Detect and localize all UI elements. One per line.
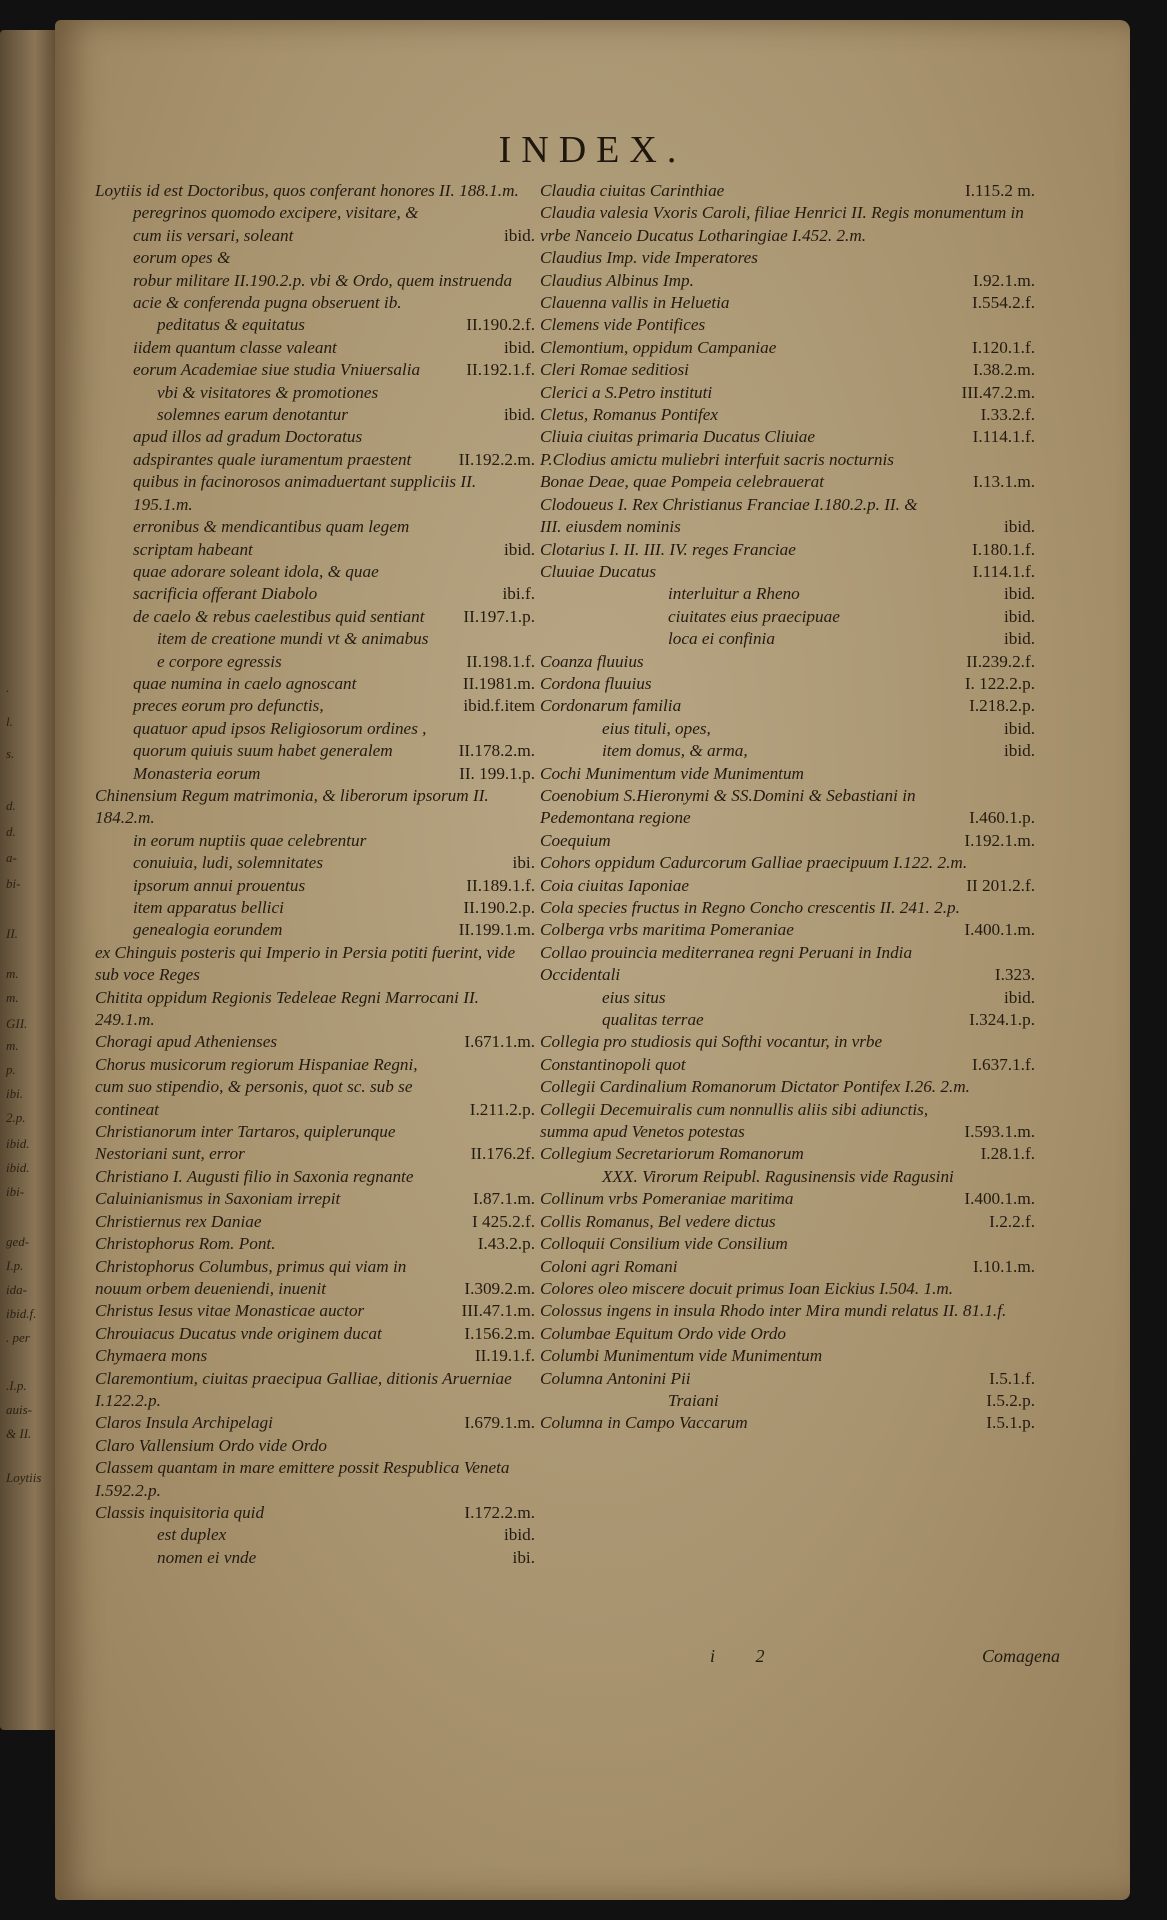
index-entry-reference: I.87.1.m.: [472, 1189, 535, 1209]
index-entry: [540, 1211, 1035, 1233]
index-entry: [540, 1323, 1035, 1345]
facing-page-fragment: a-: [6, 850, 17, 865]
index-entry-reference: I.180.1.f.: [971, 539, 1035, 559]
index-entry: [95, 180, 535, 202]
index-entry: [95, 830, 535, 875]
index-entry-reference: I.400.1.m.: [964, 920, 1035, 940]
index-entry-text: Columna Antonini Pii: [540, 1368, 691, 1388]
index-entry-reference: II.178.2.m.: [458, 741, 535, 761]
facing-page-edge: [0, 30, 58, 1730]
facing-page-fragment: bi-: [6, 876, 21, 891]
index-entry-reference: I.38.2.m.: [972, 360, 1035, 380]
index-entry-text: preces eorum pro defunctis,: [133, 696, 324, 716]
index-entry-reference: ibi.: [512, 1547, 535, 1567]
index-entry-text: peditatus & equitatus: [157, 315, 305, 335]
index-entry-text: robur militare II.190.2.p. vbi & Ordo, quem instruenda acie & conferenda pugna obseruent ib.: [133, 270, 513, 313]
index-entry: [540, 1368, 1035, 1390]
index-entry-text: Chinensium Regum matrimonia, & liberorum ipsorum II. 184.2.m.: [95, 785, 489, 828]
index-entry: [540, 651, 1035, 673]
index-entry: [95, 1300, 535, 1322]
index-entry-text: eorum opes &: [133, 248, 231, 268]
index-entry-text: Christiano I. Augusti filio in Saxonia regnante Caluinianismus in Saxoniam irrepit: [95, 1166, 414, 1209]
index-entry-text: interluitur a Rheno: [668, 584, 800, 604]
index-entry-text: Collegii Cardinalium Romanorum Dictator Pontifex I.26. 2.m.: [540, 1077, 970, 1097]
index-entry: [540, 1412, 1035, 1434]
index-entry-text: Monasteria eorum: [133, 763, 261, 783]
index-entry-reference: I. 122.2.p.: [964, 673, 1035, 693]
index-entry: [540, 1099, 1035, 1144]
index-entry-text: Colores oleo miscere docuit primus Ioan Eickius I.504. 1.m.: [540, 1278, 954, 1298]
index-entry: [95, 1233, 535, 1255]
index-entry-text: genealogia eorundem: [133, 920, 283, 940]
index-entry: [95, 718, 535, 763]
facing-page-fragment: m.: [6, 990, 19, 1005]
index-entry-text: Christophorus Columbus, primus qui viam in nouum orbem deueniendi, inuenit: [95, 1256, 407, 1298]
index-entry-text: Collao prouincia mediterranea regni Peruani in India Occidentali: [540, 942, 913, 985]
facing-page-fragment: & II.: [6, 1426, 32, 1441]
index-entry-text: Coanza fluuius: [540, 651, 644, 671]
facing-page-fragment: l.: [6, 714, 13, 729]
index-entry-reference: ibi.: [512, 853, 535, 873]
index-entry-text: eius tituli, opes,: [602, 718, 711, 738]
index-entry-text: Clauenna vallis in Heluetia: [540, 293, 730, 313]
index-entry: [540, 942, 1035, 987]
index-entry-text: Christiernus rex Daniae: [95, 1211, 262, 1231]
index-entry: [95, 516, 535, 561]
index-entry: [95, 247, 535, 269]
index-entry-reference: I.114.1.f.: [972, 561, 1035, 581]
index-entry-text: Cordonarum familia: [540, 696, 682, 716]
index-entry-reference: I.671.1.m.: [464, 1032, 535, 1052]
index-entry: [540, 494, 1035, 539]
index-entry-text: Choragi apud Athenienses: [95, 1032, 278, 1052]
index-entry-text: Christus Iesus vitae Monasticae auctor: [95, 1301, 365, 1321]
index-entry-reference: ibid.: [1003, 741, 1035, 761]
index-entry-text: quatuor apud ipsos Religiosorum ordines , quorum quiuis suum habet generalem: [133, 718, 427, 761]
index-entry: [95, 314, 535, 336]
index-entry: [540, 583, 1035, 605]
facing-page-fragment: d.: [6, 824, 16, 839]
index-entry: [95, 1166, 535, 1211]
index-entry-text: Loytiis id est Doctoribus, quos conferant honores II. 188.1.m.: [95, 181, 519, 200]
index-entry-text: Coequium: [540, 830, 611, 850]
index-entry: [95, 471, 535, 516]
index-entry: [95, 1054, 535, 1121]
index-entry: [540, 606, 1035, 628]
index-entry: [540, 1300, 1035, 1322]
index-entry: [540, 718, 1035, 740]
index-entry: [95, 1457, 535, 1502]
index-entry: [95, 1323, 535, 1345]
index-entry: [540, 763, 1035, 785]
facing-page-fragment: ibid.f.: [6, 1306, 37, 1321]
index-entry-reference: II.19.1.f.: [474, 1346, 535, 1366]
index-entry-text: Chitita oppidum Regionis Tedeleae Regni Marrocani II. 249.1.m.: [95, 987, 479, 1030]
index-entry: [540, 180, 1035, 202]
index-entry-reference: I.460.1.p.: [969, 808, 1035, 828]
index-entry-text: Colberga vrbs maritima Pomeraniae: [540, 920, 794, 940]
index-entry: [95, 1412, 535, 1434]
index-entry: [95, 875, 535, 897]
index-entry-text: Columbae Equitum Ordo vide Ordo: [540, 1323, 787, 1343]
facing-page-fragment: ibi-: [6, 1184, 25, 1199]
facing-page-fragment: m.: [6, 966, 19, 981]
index-entry-text: Coloni agri Romani: [540, 1256, 678, 1276]
index-entry-reference: II.190.2.f.: [466, 315, 535, 335]
index-entry-text: Christophorus Rom. Pont.: [95, 1234, 276, 1254]
index-entry-reference: I.2.2.f.: [989, 1211, 1035, 1231]
index-entry-text: Colloquii Consilium vide Consilium: [540, 1234, 788, 1254]
index-entry-reference: II.198.1.f.: [466, 651, 535, 671]
index-entry: [540, 426, 1035, 448]
index-entry: [95, 561, 535, 606]
facing-page-fragment: ibid.: [6, 1136, 30, 1151]
index-entry-reference: I.324.1.p.: [969, 1010, 1035, 1030]
index-entry: [95, 1368, 535, 1413]
index-entry-text: apud illos ad gradum Doctoratus adspirantes quale iuramentum praestent: [133, 427, 412, 469]
index-entry-text: peregrinos quomodo excipere, visitare, & cum iis versari, soleant: [133, 203, 419, 245]
index-entry: [95, 359, 535, 381]
index-entry: [95, 628, 535, 673]
index-entry: [540, 987, 1035, 1009]
index-entry-reference: I.309.2.m.: [464, 1278, 535, 1298]
index-entry: [540, 561, 1035, 583]
index-entry: [540, 539, 1035, 561]
index-entry-text: Cletus, Romanus Pontifex: [540, 405, 719, 425]
index-entry-reference: I.33.2.f.: [980, 405, 1035, 425]
index-entry: [540, 628, 1035, 650]
index-entry: [95, 382, 535, 427]
index-entry-reference: I.554.2.f.: [971, 293, 1035, 313]
index-entry: [540, 314, 1035, 336]
index-entry-text: de caelo & rebus caelestibus quid sentiant: [133, 606, 425, 626]
index-entry-text: Collegii Decemuiralis cum nonnullis aliis sibi adiunctis, summa apud Venetos potestas: [540, 1099, 929, 1142]
index-entry-reference: ibid.: [1003, 629, 1035, 649]
index-entry-reference: I.5.2.p.: [986, 1390, 1035, 1410]
index-entry-reference: II.192.2.m.: [458, 449, 535, 469]
index-entry: [540, 292, 1035, 314]
index-column-right: [540, 180, 1035, 1435]
index-entry-text: ciuitates eius praecipuae: [668, 606, 840, 626]
index-entry-text: in eorum nuptiis quae celebrentur conuiuia, ludi, solemnitates: [133, 830, 367, 873]
index-entry-text: Columbi Munimentum vide Munimentum: [540, 1346, 823, 1366]
index-entry: [540, 202, 1035, 247]
index-entry: [95, 1031, 535, 1053]
index-entry-reference: I.211.2.p.: [469, 1099, 535, 1119]
facing-page-fragment: ibi.: [6, 1086, 23, 1101]
index-entry: [540, 852, 1035, 874]
index-entry-text: est duplex: [157, 1525, 227, 1545]
index-entry-text: Collegia pro studiosis qui Softhi vocantur, in vrbe Constantinopoli quot: [540, 1032, 883, 1074]
index-entry-text: Collinum vrbs Pomeraniae maritima: [540, 1189, 794, 1209]
catchword: Comagena: [982, 1646, 1060, 1666]
index-entry-reference: I.28.1.f.: [980, 1144, 1035, 1164]
page-title: INDEX.: [498, 129, 687, 171]
index-entry-reference: I.120.1.f.: [971, 337, 1035, 357]
index-entry-text: vbi & visitatores & promotiones solemnes earum denotantur: [157, 382, 379, 425]
index-entry: [95, 763, 535, 785]
index-entry-text: item de creatione mundi vt & animabus e corpore egressis: [157, 629, 429, 671]
index-entry: [540, 830, 1035, 852]
index-entry: [540, 270, 1035, 292]
index-entry-reference: II 201.2.f.: [966, 875, 1035, 895]
index-entry-reference: II.199.1.m.: [458, 920, 535, 940]
index-entry-text: Cochi Munimentum vide Munimentum: [540, 763, 804, 783]
index-entry-text: item apparatus bellici: [133, 898, 284, 917]
index-entry-text: Columna in Campo Vaccarum: [540, 1413, 748, 1433]
facing-page-fragment: p.: [6, 1062, 16, 1077]
facing-page-fragment: II.: [6, 926, 18, 941]
book-page: [55, 20, 1130, 1900]
index-entry-reference: ibid.: [503, 225, 535, 245]
index-entry-text: quibus in facinorosos animaduertant suppliciis II. 195.1.m.: [133, 472, 477, 514]
facing-page-fragment: I.p.: [6, 1258, 24, 1273]
index-entry-text: Colossus ingens in insula Rhodo inter Mira mundi relatus II. 81.1.f.: [540, 1301, 1007, 1321]
index-entry-text: Claudia valesia Vxoris Caroli, filiae Henrici II. Regis monumentum in vrbe Nanceio Ducatus Lotharingiae I.452. 2.m.: [540, 203, 1024, 245]
facing-page-fragment: . per: [6, 1330, 30, 1345]
index-entry: [540, 359, 1035, 381]
index-entry-text: Claro Vallensium Ordo vide Ordo: [95, 1435, 328, 1455]
index-entry-text: item domus, & arma,: [602, 741, 748, 761]
index-entry: [540, 695, 1035, 717]
index-entry: [540, 1256, 1035, 1278]
index-entry-reference: II. 199.1.p.: [459, 763, 535, 783]
index-entry-text: Clotarius I. II. III. IV. reges Franciae: [540, 539, 796, 559]
index-entry-text: Cola species fructus in Regno Concho crescentis II. 241. 2.p.: [540, 898, 960, 917]
index-entry-text: Cordona fluuius: [540, 673, 652, 693]
index-entry-text: Clemontium, oppidum Campaniae: [540, 337, 777, 357]
facing-page-fragment: m.: [6, 1038, 19, 1053]
index-entry-text: qualitas terrae: [602, 1010, 704, 1030]
index-entry-reference: ibid.: [503, 1525, 535, 1545]
index-entry: [540, 1166, 1035, 1188]
index-entry-reference: II.192.1.f.: [466, 360, 535, 380]
index-entry-text: Clodoueus I. Rex Christianus Franciae I.180.2.p. II. & III. eiusdem nominis: [540, 494, 918, 537]
index-entry: [95, 1524, 535, 1546]
index-entry: [540, 404, 1035, 426]
index-entry: [540, 1233, 1035, 1255]
index-entry-text: Cohors oppidum Cadurcorum Galliae praecipuum I.122. 2.m.: [540, 853, 968, 873]
index-entry-reference: II.197.1.p.: [463, 606, 535, 626]
facing-page-fragment: 2.p.: [6, 1110, 26, 1125]
index-entry-text: Classis inquisitoria quid: [95, 1502, 265, 1522]
index-entry-text: Cliuia ciuitas primaria Ducatus Cliuiae: [540, 427, 816, 447]
index-entry-reference: II.239.2.f.: [966, 651, 1035, 671]
index-entry: [95, 337, 535, 359]
index-entry: [95, 785, 535, 830]
index-entry: [540, 875, 1035, 897]
index-entry: [95, 1502, 535, 1524]
index-entry-text: quae adorare soleant idola, & quae sacrificia offerant Diabolo: [133, 561, 379, 604]
facing-page-fragment: auis-: [6, 1402, 32, 1417]
index-entry-text: Clemens vide Pontifices: [540, 315, 706, 335]
facing-page-fragment: ibid.: [6, 1160, 30, 1175]
index-entry-text: Clerici a S.Petro instituti: [540, 382, 713, 402]
index-entry: [95, 1121, 535, 1166]
index-column-left: [95, 180, 535, 1569]
index-entry-text: Claudius Imp. vide Imperatores: [540, 248, 758, 268]
index-entry: [95, 942, 535, 987]
index-entry-text: Cleri Romae seditiosi: [540, 360, 689, 380]
index-entry-reference: I.5.1.p.: [986, 1413, 1035, 1433]
index-entry-reference: II.189.1.f.: [466, 875, 535, 895]
index-entry-text: Christianorum inter Tartaros, quiplerunque Nestoriani sunt, error: [95, 1122, 396, 1164]
index-entry-text: Collis Romanus, Bel vedere dictus: [540, 1211, 776, 1231]
index-entry-reference: I 425.2.f.: [471, 1211, 535, 1231]
index-entry-text: Claudia ciuitas Carinthiae: [540, 181, 725, 200]
index-entry-reference: II.176.2f.: [470, 1144, 535, 1164]
index-entry-text: eorum Academiae siue studia Vniuersalia: [133, 360, 421, 380]
index-entry-text: loca ei confinia: [668, 629, 775, 649]
index-entry-text: Collegium Secretariorum Romanorum: [540, 1144, 804, 1164]
index-entry: [540, 337, 1035, 359]
signature-mark: i 2: [710, 1646, 783, 1666]
index-entry-reference: I.323.: [994, 965, 1035, 985]
facing-page-fragment: d.: [6, 798, 16, 813]
index-entry-text: Claudius Albinus Imp.: [540, 270, 694, 290]
index-entry: [540, 247, 1035, 269]
facing-page-fragment: .I.p.: [6, 1378, 27, 1393]
index-entry: [95, 1211, 535, 1233]
index-entry: [540, 673, 1035, 695]
page-footer: [55, 1646, 1130, 1674]
index-entry-reference: I.400.1.m.: [964, 1189, 1035, 1209]
index-entry-reference: I.192.1.m.: [964, 830, 1035, 850]
index-entry-text: Claros Insula Archipelagi: [95, 1413, 273, 1433]
index-entry: [540, 1031, 1035, 1076]
index-entry-reference: ibid.: [1003, 718, 1035, 738]
index-entry-text: eius situs: [602, 987, 666, 1007]
index-entry-reference: II.190.2.p.: [463, 898, 535, 917]
index-entry-reference: I.156.2.m.: [464, 1323, 535, 1343]
index-entry: [540, 897, 1035, 919]
index-entry-text: erronibus & mendicantibus quam legem scriptam habeant: [133, 517, 410, 559]
index-entry-reference: I.92.1.m.: [972, 270, 1035, 290]
index-entry-reference: ibid.: [503, 539, 535, 559]
index-entry-reference: I.114.1.f.: [972, 427, 1035, 447]
index-entry-reference: ibi.f.: [502, 584, 535, 604]
facing-page-fragment: s.: [6, 746, 15, 761]
index-entry: [540, 785, 1035, 830]
index-entry-reference: II.1981.m.: [462, 673, 535, 693]
index-entry: [95, 1547, 535, 1569]
index-entry-text: ex Chinguis posteris qui Imperio in Persia potiti fuerint, vide sub voce Reges: [95, 942, 516, 985]
index-entry-text: XXX. Virorum Reipubl. Ragusinensis vide Ragusini: [602, 1166, 954, 1186]
index-entry: [95, 695, 535, 717]
index-entry-text: ipsorum annui prouentus: [133, 875, 306, 895]
index-entry: [95, 1435, 535, 1457]
index-entry: [540, 1143, 1035, 1165]
index-entry-reference: ibid.f.item: [463, 696, 535, 716]
index-entry-reference: I.43.2.p.: [477, 1234, 535, 1254]
index-entry-text: Claremontium, ciuitas praecipua Galliae, ditionis Aruerniae I.122.2.p.: [95, 1368, 512, 1410]
index-entry-reference: I.593.1.m.: [964, 1122, 1035, 1142]
index-entry: [95, 202, 535, 247]
index-entry-reference: ibid.: [1003, 517, 1035, 537]
index-entry-reference: III.47.2.m.: [961, 382, 1035, 402]
index-entry: [540, 382, 1035, 404]
index-entry-reference: I.679.1.m.: [464, 1413, 535, 1433]
index-entry: [95, 1256, 535, 1301]
index-entry-reference: III.47.1.m.: [461, 1301, 535, 1321]
facing-page-fragment: Loytiis: [6, 1470, 42, 1485]
index-entry-reference: I.5.1.f.: [989, 1368, 1035, 1388]
index-entry-text: Classem quantam in mare emittere possit Respublica Veneta I.592.2.p.: [95, 1458, 510, 1500]
index-entry-reference: ibid.: [1003, 987, 1035, 1007]
index-entry: [540, 1009, 1035, 1031]
index-entry-reference: I.172.2.m.: [464, 1502, 535, 1522]
index-entry-text: nomen ei vnde: [157, 1547, 257, 1567]
facing-page-fragment: GII.: [6, 1016, 28, 1031]
index-entry: [540, 1076, 1035, 1098]
index-entry-reference: ibid.: [1003, 606, 1035, 626]
index-entry-text: Coia ciuitas Iaponiae: [540, 875, 689, 895]
index-entry: [95, 270, 535, 315]
index-entry-text: Traiani: [668, 1390, 719, 1410]
index-entry-text: quae numina in caelo agnoscant: [133, 673, 357, 693]
index-entry-text: P.Clodius amictu muliebri interfuit sacris nocturnis Bonae Deae, quae Pompeia celebrauerat: [540, 449, 894, 492]
facing-page-fragment: ida-: [6, 1282, 27, 1297]
index-entry-reference: ibid.: [503, 337, 535, 357]
index-entry-reference: I.218.2.p.: [969, 696, 1035, 716]
index-entry-reference: I.637.1.f.: [971, 1054, 1035, 1074]
index-entry-reference: I.10.1.m.: [972, 1256, 1035, 1276]
facing-page-fragment: ged-: [6, 1234, 30, 1249]
index-entry: [95, 897, 535, 919]
index-entry-text: Chymaera mons: [95, 1346, 208, 1366]
index-entry-reference: I.13.1.m.: [972, 472, 1035, 492]
index-entry: [540, 449, 1035, 494]
index-entry-reference: I.115.2 m.: [964, 181, 1035, 200]
index-entry: [540, 1390, 1035, 1412]
index-entry: [540, 1188, 1035, 1210]
index-entry: [540, 919, 1035, 941]
index-entry-text: Cluuiae Ducatus: [540, 561, 657, 581]
facing-page-fragment: .: [6, 680, 10, 695]
index-entry: [95, 919, 535, 941]
index-entry-text: Chrouiacus Ducatus vnde originem ducat: [95, 1323, 382, 1343]
index-entry-text: Chorus musicorum regiorum Hispaniae Regni, cum suo stipendio, & personis, quot sc. sub se contineat: [95, 1054, 418, 1119]
index-entry: [540, 1278, 1035, 1300]
index-entry-reference: ibid.: [1003, 584, 1035, 604]
index-entry: [95, 606, 535, 628]
index-entry: [95, 426, 535, 471]
index-entry-reference: ibid.: [503, 405, 535, 425]
index-entry: [540, 1345, 1035, 1367]
index-entry-text: Coenobium S.Hieronymi & SS.Domini & Sebastiani in Pedemontana regione: [540, 785, 916, 828]
index-entry: [95, 1345, 535, 1367]
index-entry: [540, 740, 1035, 762]
index-entry: [95, 987, 535, 1032]
index-entry-text: iidem quantum classe valeant: [133, 337, 337, 357]
index-entry: [95, 673, 535, 695]
